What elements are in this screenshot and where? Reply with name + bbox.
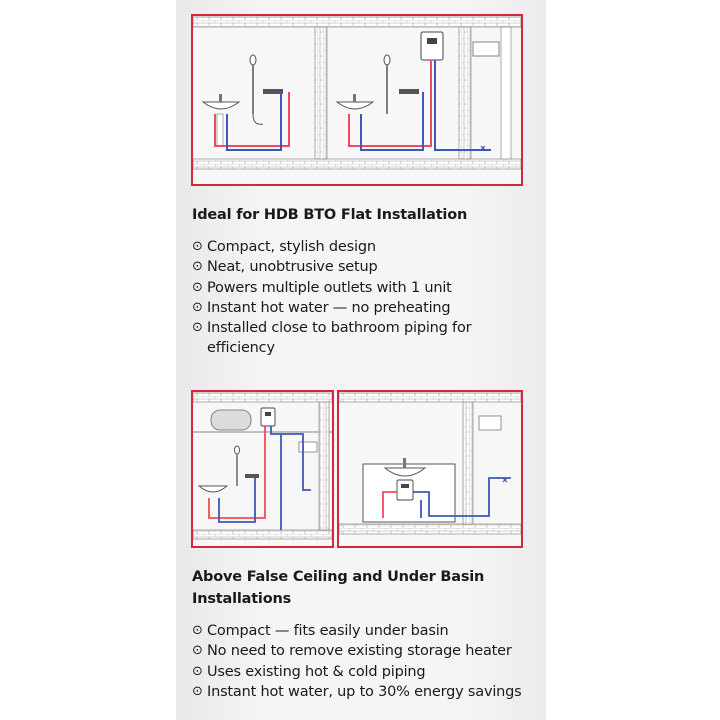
list-item bbox=[192, 641, 542, 661]
feature-text: Powers multiple outlets with 1 unit bbox=[207, 279, 452, 296]
section2-feature-list bbox=[192, 621, 542, 702]
circled-dot-icon: ⊙ bbox=[192, 279, 203, 295]
feature-text: Neat, unobtrusive setup bbox=[207, 259, 378, 276]
list-item bbox=[192, 278, 522, 298]
circled-dot-icon: ⊙ bbox=[192, 683, 203, 699]
feature-text: Uses existing hot & cold piping bbox=[207, 663, 426, 680]
list-item bbox=[192, 257, 522, 277]
circled-dot-icon: ⊙ bbox=[192, 320, 203, 336]
list-item bbox=[192, 682, 542, 702]
hdb-bto-installation-diagram bbox=[191, 14, 523, 186]
feature-text: Instant hot water — no preheating bbox=[207, 299, 451, 316]
feature-text: Installed close to bathroom piping for efficiency bbox=[207, 320, 472, 357]
circled-dot-icon: ⊙ bbox=[192, 623, 203, 638]
circled-dot-icon: ⊙ bbox=[192, 259, 203, 275]
circled-dot-icon: ⊙ bbox=[192, 239, 203, 254]
list-item bbox=[192, 298, 522, 318]
list-item bbox=[192, 621, 542, 641]
feature-text: Compact, stylish design bbox=[207, 239, 376, 255]
list-item bbox=[192, 318, 522, 359]
circled-dot-icon: ⊙ bbox=[192, 643, 203, 659]
circled-dot-icon: ⊙ bbox=[192, 299, 203, 315]
section1-heading: Ideal for HDB BTO Flat Installation bbox=[192, 207, 468, 223]
section2-heading-line1: Above False Ceiling and Under Basin bbox=[192, 569, 485, 585]
feature-text: No need to remove existing storage heater bbox=[207, 643, 512, 660]
list-item bbox=[192, 662, 542, 682]
section2-heading-line2: Installations bbox=[192, 591, 292, 607]
circled-dot-icon: ⊙ bbox=[192, 663, 203, 679]
above-false-ceiling-diagram bbox=[191, 390, 334, 548]
section1-feature-list bbox=[192, 237, 522, 359]
list-item bbox=[192, 237, 522, 257]
under-basin-diagram bbox=[337, 390, 523, 548]
feature-text: Compact — fits easily under basin bbox=[207, 623, 449, 639]
feature-text: Instant hot water, up to 30% energy savings bbox=[207, 683, 522, 700]
